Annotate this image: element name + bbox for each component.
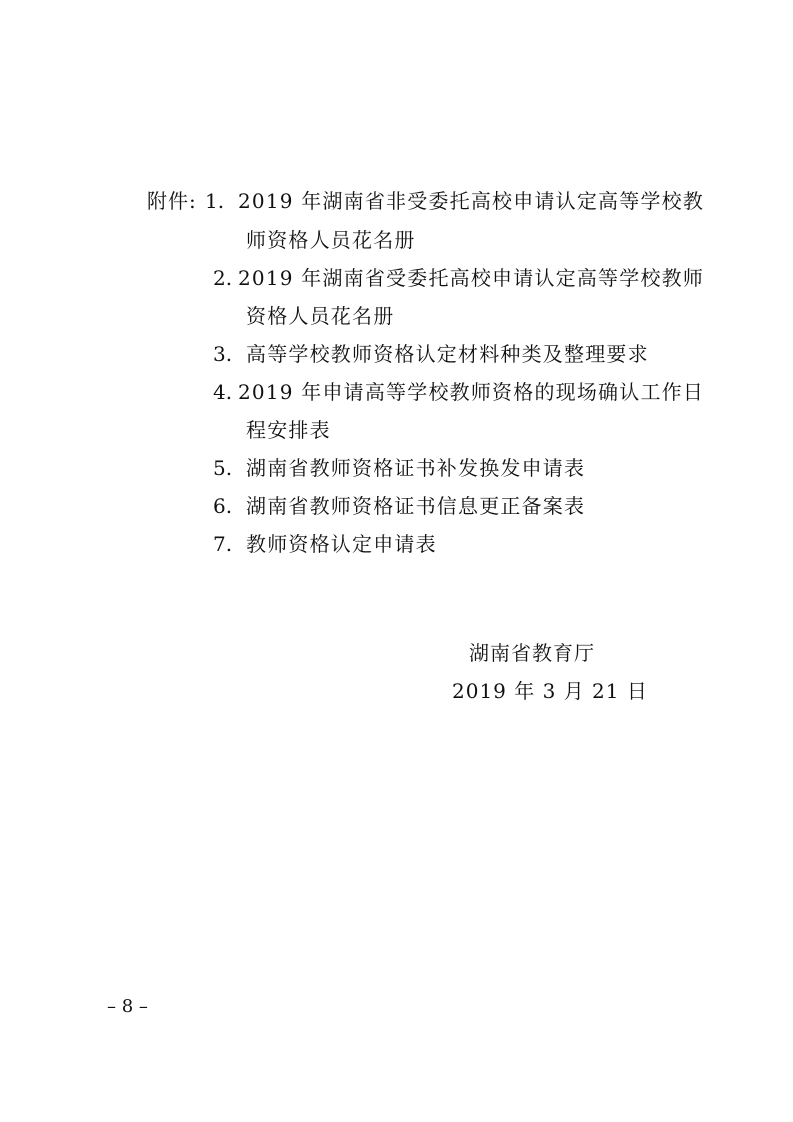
attachment-2-number: 2. <box>213 266 233 290</box>
attachments-label: 附件: <box>147 189 197 213</box>
attachment-7-number: 7. <box>213 532 233 556</box>
attachment-7-line1: 教师资格认定申请表 <box>246 532 437 556</box>
attachment-4-number: 4. <box>213 380 233 404</box>
attachment-6-number: 6. <box>213 494 233 518</box>
attachment-5-number: 5. <box>213 456 233 480</box>
attachment-2-line2: 资格人员花名册 <box>246 304 395 328</box>
attachment-1-number: 1. <box>205 189 225 213</box>
issue-date: 2019 年 3 月 21 日 <box>452 679 648 703</box>
attachment-1-line2: 师资格人员花名册 <box>246 228 416 252</box>
attachment-6-line1: 湖南省教师资格证书信息更正备案表 <box>246 494 586 518</box>
issuing-organization: 湖南省教育厅 <box>469 641 595 665</box>
attachment-4-line1: 2019 年申请高等学校教师资格的现场确认工作日 <box>238 380 705 404</box>
attachment-2-line1: 2019 年湖南省受委托高校申请认定高等学校教师 <box>238 266 705 290</box>
attachment-5-line1: 湖南省教师资格证书补发换发申请表 <box>246 456 586 480</box>
attachment-1-line1: 2019 年湖南省非受委托高校申请认定高等学校教 <box>238 189 705 213</box>
page-number: – 8 – <box>107 996 148 1017</box>
attachment-3-number: 3. <box>213 342 233 366</box>
attachment-4-line2: 程安排表 <box>246 418 331 442</box>
attachment-3-line1: 高等学校教师资格认定材料种类及整理要求 <box>246 342 649 366</box>
